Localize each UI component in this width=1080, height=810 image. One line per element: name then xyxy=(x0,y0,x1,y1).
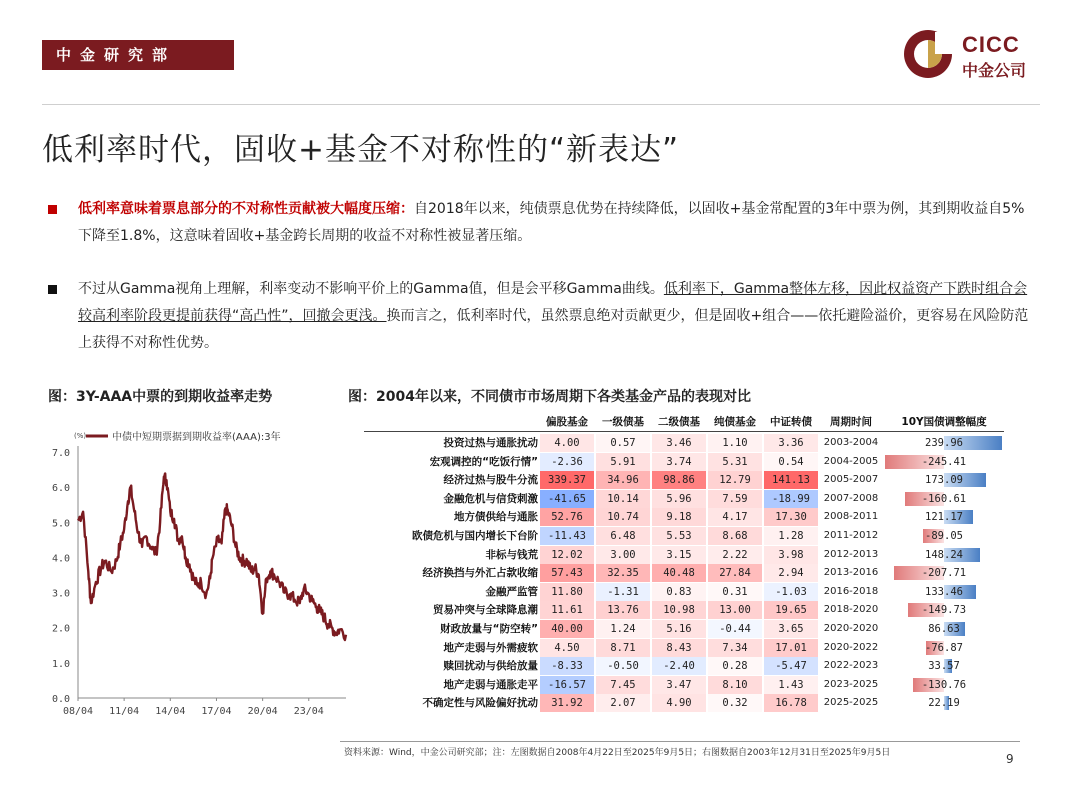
rate-change-cell xyxy=(884,676,1004,694)
value-cell: 2.07 xyxy=(596,694,650,712)
rate-change-value: -149.73 xyxy=(921,604,967,617)
value-cell: 3.98 xyxy=(764,546,818,564)
y-tick-label: 4.0 xyxy=(51,553,70,565)
rate-change-cell xyxy=(884,694,1004,712)
column-header: 周期时间 xyxy=(830,416,872,428)
value-cell: 5.91 xyxy=(596,453,650,471)
value-cell: 339.37 xyxy=(540,471,594,489)
value-cell: 0.28 xyxy=(708,657,762,675)
value-cell: 16.78 xyxy=(764,694,818,712)
header-rule xyxy=(364,431,1004,432)
value-cell: 5.16 xyxy=(652,620,706,638)
row-label: 经济换挡与外汇占款收缩 xyxy=(422,567,538,580)
value-cell: 3.36 xyxy=(764,434,818,452)
bullet-2-pre: 不过从Gamma视角上理解，利率变动不影响平价上的Gamma值，但是会平移Gamma曲线。 xyxy=(78,281,664,297)
period-cell: 2020-2022 xyxy=(823,641,879,653)
logo-text-en: CICC xyxy=(962,32,1020,57)
period-cell: 2023-2025 xyxy=(823,678,879,690)
value-cell: 11.61 xyxy=(540,601,594,619)
row-label: 金融危机与信贷刺激 xyxy=(443,492,538,505)
x-tick-label: 14/04 xyxy=(155,706,186,717)
value-cell: -18.99 xyxy=(764,490,818,508)
source-note: 资料来源：Wind，中金公司研究部；注：左图数据自2008年4月22日至2025年9月5日；右图数据自2003年12月31日至2025年9月5日 xyxy=(344,748,891,758)
value-cell: 13.76 xyxy=(596,601,650,619)
row-label: 金融严监管 xyxy=(485,585,538,598)
value-cell: 5.96 xyxy=(652,490,706,508)
table-row xyxy=(364,564,1004,582)
rate-change-value: -130.76 xyxy=(921,678,967,691)
period-cell: 2004-2005 xyxy=(823,455,879,467)
page-number: 9 xyxy=(1006,752,1014,766)
table-row xyxy=(364,527,1004,545)
logo-text-cn: 中金公司 xyxy=(962,61,1027,80)
period-cell: 2011-2012 xyxy=(823,530,879,541)
table-row xyxy=(364,694,1004,712)
rate-change-cell xyxy=(884,453,1004,471)
value-cell: 13.00 xyxy=(708,601,762,619)
rate-change-cell xyxy=(884,508,1004,526)
value-cell: -5.47 xyxy=(764,657,818,675)
value-cell: 3.74 xyxy=(652,453,706,471)
rate-change-value: 33.57 xyxy=(928,660,960,673)
value-cell: -0.44 xyxy=(708,620,762,638)
table-row xyxy=(364,546,1004,564)
bullet-2-post: 换而言之，低利率时代，虽然票息绝对贡献更少，但是固收+组合——依托避险溢价，更容易在风险防范上获得不对称性优势。 xyxy=(78,308,1029,351)
value-cell: 7.45 xyxy=(596,676,650,694)
row-label: 财政放量与“防空转” xyxy=(440,623,538,635)
value-cell: -1.31 xyxy=(596,583,650,601)
rate-change-cell xyxy=(884,639,1004,657)
bullet-square-icon xyxy=(48,285,57,294)
value-cell: 27.84 xyxy=(708,564,762,582)
value-cell: 17.30 xyxy=(764,508,818,526)
rate-change-value: 173.09 xyxy=(925,474,963,487)
legend-label: 中债中短期票据到期收益率(AAA):3年 xyxy=(112,432,281,443)
column-header: 一级债基 xyxy=(602,416,644,428)
value-cell: 3.65 xyxy=(764,620,818,638)
value-cell: 8.71 xyxy=(596,639,650,657)
value-cell: 12.79 xyxy=(708,471,762,489)
value-cell: 8.43 xyxy=(652,639,706,657)
rate-change-cell xyxy=(884,471,1004,489)
value-cell: 9.18 xyxy=(652,508,706,526)
y-tick-label: 2.0 xyxy=(51,623,70,635)
period-cell: 2003-2004 xyxy=(823,437,879,448)
value-cell: 7.59 xyxy=(708,490,762,508)
column-header: 二级债基 xyxy=(658,416,700,428)
company-logo xyxy=(902,28,1042,84)
bullet-1-body: 自2018年以来，纯债票息优势在持续降低，以固收+基金常配置的3年中票为例，其到期收益自5%下降至1.8%，这意味着固收+基金跨长周期的收益不对称性被显著压缩。 xyxy=(78,201,1025,244)
cicc-logo-icon xyxy=(902,28,954,80)
rate-change-value: -160.61 xyxy=(921,492,967,505)
bullet-2-text xyxy=(78,276,1038,357)
table-header-row xyxy=(364,412,1004,432)
y-tick-label: 0.0 xyxy=(51,694,70,705)
value-cell: 10.98 xyxy=(652,601,706,619)
bullet-1-lead: 低利率意味着票息部分的不对称性贡献被大幅度压缩： xyxy=(78,201,414,217)
value-cell: 3.46 xyxy=(652,434,706,452)
rate-change-value: 22.19 xyxy=(928,697,960,710)
value-cell: 57.43 xyxy=(540,564,594,582)
y-tick-label: 7.0 xyxy=(51,448,70,459)
value-cell: 1.28 xyxy=(764,527,818,545)
period-cell: 2005-2007 xyxy=(823,474,879,486)
value-cell: 98.86 xyxy=(652,471,706,489)
bullet-1-text xyxy=(78,196,1038,250)
value-cell: 34.96 xyxy=(596,471,650,489)
table-row xyxy=(364,620,1004,638)
rate-change-value: 148.24 xyxy=(925,548,963,561)
table-row xyxy=(364,601,1004,619)
period-cell: 2025-2025 xyxy=(823,697,879,709)
value-cell: 31.92 xyxy=(540,694,594,712)
column-header: 中证转债 xyxy=(770,416,812,428)
value-cell: 4.50 xyxy=(540,639,594,657)
row-label: 经济过热与股牛分流 xyxy=(443,474,538,487)
y-tick-label: 1.0 xyxy=(51,658,70,670)
rate-change-value: 86.63 xyxy=(928,623,960,635)
rate-change-cell xyxy=(884,601,1004,619)
x-tick-label: 08/04 xyxy=(62,706,94,717)
value-cell: 1.10 xyxy=(708,434,762,452)
y-tick-label: 6.0 xyxy=(51,483,70,495)
value-cell: -16.57 xyxy=(540,676,594,694)
y-tick-label: 5.0 xyxy=(51,518,70,530)
value-cell: 0.31 xyxy=(708,583,762,601)
value-cell: 0.57 xyxy=(596,434,650,452)
value-cell: 6.48 xyxy=(596,527,650,545)
period-cell: 2020-2020 xyxy=(823,623,879,634)
bullet-2 xyxy=(48,276,1038,357)
value-cell: 3.47 xyxy=(652,676,706,694)
value-cell: 3.00 xyxy=(596,546,650,564)
value-cell: 12.02 xyxy=(540,546,594,564)
value-cell: 52.76 xyxy=(540,508,594,526)
page-title: 低利率时代，固收+基金不对称性的“新表达” xyxy=(42,132,680,168)
row-label: 欧债危机与国内增长下台阶 xyxy=(412,530,538,542)
value-cell: -8.33 xyxy=(540,657,594,675)
table-row xyxy=(364,583,1004,601)
table-row xyxy=(364,490,1004,508)
period-cell: 2007-2008 xyxy=(823,492,879,504)
value-cell: 3.15 xyxy=(652,546,706,564)
rate-change-cell xyxy=(884,657,1004,675)
x-tick-label: 17/04 xyxy=(201,706,232,717)
rate-change-value: -207.71 xyxy=(921,567,967,580)
rate-change-cell xyxy=(884,434,1004,452)
value-cell: -1.03 xyxy=(764,583,818,601)
right-chart-title: 图：2004年以来，不同债市市场周期下各类基金产品的表现对比 xyxy=(348,389,751,405)
value-cell: 32.35 xyxy=(596,564,650,582)
value-cell: 8.68 xyxy=(708,527,762,545)
value-cell: 1.43 xyxy=(764,676,818,694)
rate-change-value: -245.41 xyxy=(921,455,967,468)
row-label: 地方债供给与通胀 xyxy=(454,511,538,524)
period-cell: 2008-2011 xyxy=(823,511,879,523)
row-label: 宏观调控的“吃饭行情” xyxy=(429,455,538,468)
row-label: 不确定性与风险偏好扰动 xyxy=(422,697,538,710)
value-cell: 4.90 xyxy=(652,694,706,712)
value-cell: 8.10 xyxy=(708,676,762,694)
column-header: 纯债基金 xyxy=(714,416,756,428)
period-cell: 2013-2016 xyxy=(823,567,879,579)
table-row xyxy=(364,434,1004,452)
period-cell: 2012-2013 xyxy=(823,548,879,560)
period-cell: 2018-2020 xyxy=(823,604,879,616)
value-cell: 40.00 xyxy=(540,620,594,638)
value-cell: 4.00 xyxy=(540,434,594,452)
value-cell: 141.13 xyxy=(764,471,818,489)
rate-change-cell xyxy=(884,564,1004,582)
source-divider xyxy=(340,741,1020,742)
table-row xyxy=(364,453,1004,471)
row-label: 投资过热与通胀扰动 xyxy=(443,437,538,449)
rate-change-value: 121.17 xyxy=(925,511,963,524)
rate-change-value: 133.46 xyxy=(925,585,963,598)
period-cell: 2016-2018 xyxy=(823,585,879,597)
rate-change-value: -89.05 xyxy=(925,530,963,542)
bullet-square-icon xyxy=(48,205,57,214)
row-label: 地产走弱与外需疲软 xyxy=(443,641,538,654)
column-header: 偏股基金 xyxy=(546,416,588,428)
value-cell: -2.40 xyxy=(652,657,706,675)
value-cell: 10.14 xyxy=(596,490,650,508)
table-row xyxy=(364,639,1004,657)
department-banner: 中金研究部 xyxy=(42,40,234,70)
rate-change-cell xyxy=(884,490,1004,508)
rate-change-cell xyxy=(884,546,1004,564)
value-cell: 4.17 xyxy=(708,508,762,526)
value-cell: 1.24 xyxy=(596,620,650,638)
yield-line-chart-svg xyxy=(44,410,350,722)
value-cell: 0.54 xyxy=(764,453,818,471)
x-tick-label: 11/04 xyxy=(109,706,140,717)
value-cell: 10.74 xyxy=(596,508,650,526)
period-cell: 2022-2023 xyxy=(823,660,879,672)
table-row xyxy=(364,508,1004,526)
table-row xyxy=(364,657,1004,675)
rate-change-value: 239.96 xyxy=(925,437,963,449)
left-chart-title: 图：3Y-AAA中票的到期收益率走势 xyxy=(48,389,273,405)
column-header: 10Y国债调整幅度 xyxy=(901,416,987,428)
value-cell: 0.32 xyxy=(708,694,762,712)
header-divider xyxy=(42,104,1040,105)
x-tick-label: 23/04 xyxy=(293,706,324,717)
row-label: 地产走弱与通胀走平 xyxy=(443,678,538,691)
y-tick-label: 3.0 xyxy=(51,588,70,600)
rate-change-value: -76.87 xyxy=(925,641,963,654)
y-unit-label: (%) xyxy=(74,432,87,440)
table-row xyxy=(364,471,1004,489)
value-cell: -41.65 xyxy=(540,490,594,508)
rate-change-cell xyxy=(884,527,1004,545)
value-cell: 7.34 xyxy=(708,639,762,657)
value-cell: 5.31 xyxy=(708,453,762,471)
bullet-1 xyxy=(48,196,1038,250)
row-label: 赎回扰动与供给放量 xyxy=(443,660,538,673)
rate-change-cell xyxy=(884,620,1004,638)
table-row xyxy=(364,676,1004,694)
value-cell: 19.65 xyxy=(764,601,818,619)
x-tick-label: 20/04 xyxy=(247,706,278,717)
row-label: 贸易冲突与全球降息潮 xyxy=(433,604,538,617)
value-cell: 2.94 xyxy=(764,564,818,582)
bullet-2-underlined: 低利率下，Gamma整体左移，因此权益资产下跌时组合会较高利率阶段更提前获得“高凸性”，回撤会更浅。 xyxy=(78,281,1028,324)
value-cell: 0.83 xyxy=(652,583,706,601)
row-label: 非标与钱荒 xyxy=(485,548,538,561)
value-cell: 5.53 xyxy=(652,527,706,545)
value-cell: -11.43 xyxy=(540,527,594,545)
value-cell: 17.01 xyxy=(764,639,818,657)
value-cell: -0.50 xyxy=(596,657,650,675)
value-cell: 2.22 xyxy=(708,546,762,564)
yield-series-line xyxy=(78,474,346,641)
yield-line-chart xyxy=(44,410,350,722)
value-cell: 40.48 xyxy=(652,564,706,582)
value-cell: -2.36 xyxy=(540,453,594,471)
value-cell: 11.80 xyxy=(540,583,594,601)
rate-change-cell xyxy=(884,583,1004,601)
